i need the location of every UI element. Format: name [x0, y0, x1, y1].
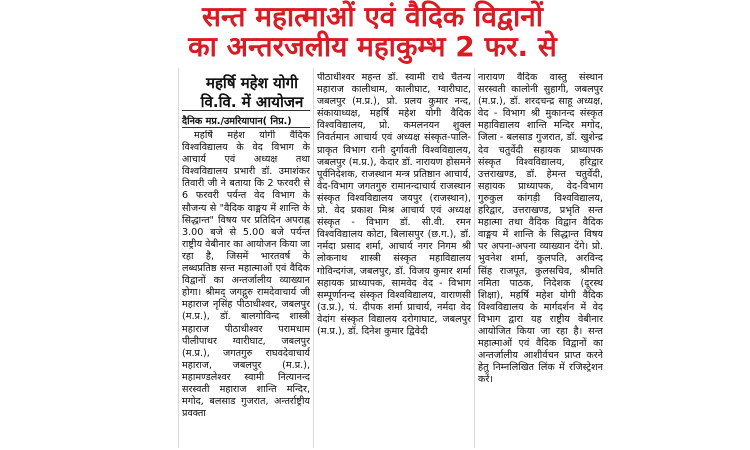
article-column-3-text: नारायण वैदिक वास्तु संस्थान सरस्वती कालोनी सुहागी, जबलपुर (म.प्र.), डॉ. शरदचन्द्र साहू अध्यक्ष, वेद - विभाग श्री मुकानन्द संस्कृत महाविद्यालय शान्ति मन्दिर मगोद, जिला - बलसाड गुजरात, डॉ. खुशेन्द्र देव चतुर्वेदी सहायक प्राध्यापक संस्कृत विश्वविद्यालय, हरिद्वार उत्तराखण्ड, डॉ. हेमन्त चतुर्वेदी, सहायक प्राध्यापक, वेद-विभाग गुरुकुल कांगड़ी विश्वविद्यालय, हरिद्वार, उत्तराखण्ड, प्रभृति सन्त महात्मा तथा वैदिक विद्वान वैदिक वाङ्मय में शान्ति के सिद्धान्त विषय पर अपना-अपना व्याख्यान देंगे। प्रो. भुवनेश शर्मा, कुलपति, अरविन्द सिंह राजपूत, कुलसचिव, श्रीमति नमिता पाठक, निदेशक (दूरस्थ शिक्षा), महर्षि महेश योगी वैदिक विश्वविद्यालय के मार्गदर्शन में वेद विभाग द्वारा यह राष्ट्रीय वेबीनार आयोजित किया जा रहा है। सन्त महात्माओं एवं वैदिक विद्वानों का अन्तर्जालीय आशीर्वचन प्राप्त करने हेतु निम्नलिखित लिंक में रजिस्ट्रेशन करें।	[478, 72, 603, 386]
article-column-2	[317, 72, 471, 448]
dateline: दैनिक मप्र./उमरियापान( निप्र.)	[182, 116, 292, 127]
headline-line-1: सन्त महात्माओं एवं वैदिक विद्वानों	[201, 0, 544, 33]
dateline-rule-bottom	[182, 127, 310, 128]
article-column-1-text: महर्षि महेश योगी वैदिक विश्वविद्यालय के वेद विभाग के आचार्य एवं अध्यक्ष तथा विश्वविद्यालय प्रभारी डॉ. उमाशंकर तिवारी जी ने बताया कि 2 फरवरी से 6 फरवरी पर्यन्त वेद विभाग के सौजन्य से "वैदिक वाङ्मय में शान्ति के सिद्धान्त" विषय पर प्रतिदिन अपराह्न 3.00 बजे से 5.00 बजे पर्यन्त राष्ट्रीय वेबीनार का आयोजन किया जा रहा है, जिसमें भारतवर्ष के लब्धप्रतिष्ठ सन्त महात्माओं एवं वैदिक विद्वानों का अन्तर्जालीय व्याख्यान होगा। श्रीमद् जगद्गुरु रामदेवाचार्य जी महाराज नृसिंह पीठाधीश्वर, जबलपुर (म.प्र.), डॉ. बालगोविन्द शास्त्री महाराज पीठाधीश्वर परामधाम पीलीपाथर ग्वारीघाट, जबलपुर (म.प्र.), जगतगुरु राघवदेवाचार्य महाराज, जबलपुर (म.प्र.), महामण्डलेश्वर स्वामी नित्यानन्द सरस्वती महाराज शान्ति मन्दिर, मगोद, बलसाड गुजरात, अन्तर्राष्ट्रीय प्रवक्ता	[182, 130, 310, 420]
column-divider	[474, 68, 475, 448]
headline-line-2: का अन्तरजलीय महाकुम्भ 2 फर. से	[188, 30, 557, 63]
dateline-rule-top	[182, 110, 310, 111]
sub-headline-line-1: महर्षि महेश योगी	[206, 74, 298, 92]
sub-headline	[182, 74, 322, 112]
sub-headline-line-2: वि.वि. में आयोजन	[200, 93, 304, 111]
column-divider	[313, 68, 314, 448]
article-column-1	[182, 130, 310, 448]
article-column-3	[478, 72, 603, 448]
column-divider	[178, 68, 179, 448]
article-column-2-text: पीठाधीश्वर महन्त डॉ. स्वामी राधे चैतन्य महाराज कालीधाम, कालीघाट, ग्वारीघाट, जबलपुर (म.प्र.), प्रो. प्रलय कुमार नन्द, संकायाध्यक्ष, महर्षि महेश योगी वैदिक विश्वविद्यालय, प्रो. कमलनयन शुक्ल निवर्तमान आचार्य एवं अध्यक्ष संस्कृत-पालि-प्राकृत विभाग रानी दुर्गावती विश्वविद्यालय, जबलपुर (म.प्र.), केदार डॉ. नारायण होसमने पूर्वनिदेशक, राजस्थान मन्त्र प्रतिष्ठान आचार्य, वेद-विभाग जगतगुरु रामानन्दाचार्य राजस्थान संस्कृत विश्वविद्यालय जयपुर (राजस्थान), प्रो. वेद प्रकाश मिश्र आचार्य एवं अध्यक्ष संस्कृत - विभाग डॉ. सी.वी. रमन विश्वविद्यालय कोटा, बिलासपुर (छ.ग.), डॉ. नर्मदा प्रसाद शर्मा, आचार्य नगर निगम श्री लोकनाथ शास्त्री संस्कृत महाविद्यालय गोविन्दगंज, जबलपुर, डॉ. विजय कुमार शर्मा सहायक प्राध्यापक, सामवेद वेद - विभाग सम्पूर्णानन्द संस्कृत विश्वविद्यालय, वाराणसी (उ.प्र.), पं. दीपक शर्मा प्राचार्य, नर्मदा वेद वेदांग संस्कृत विद्यालय दरोगाघाट, जबलपुर (म.प्र.), डॉ. दिनेश कुमार द्विवेदी	[317, 72, 471, 337]
headline	[150, 2, 595, 62]
